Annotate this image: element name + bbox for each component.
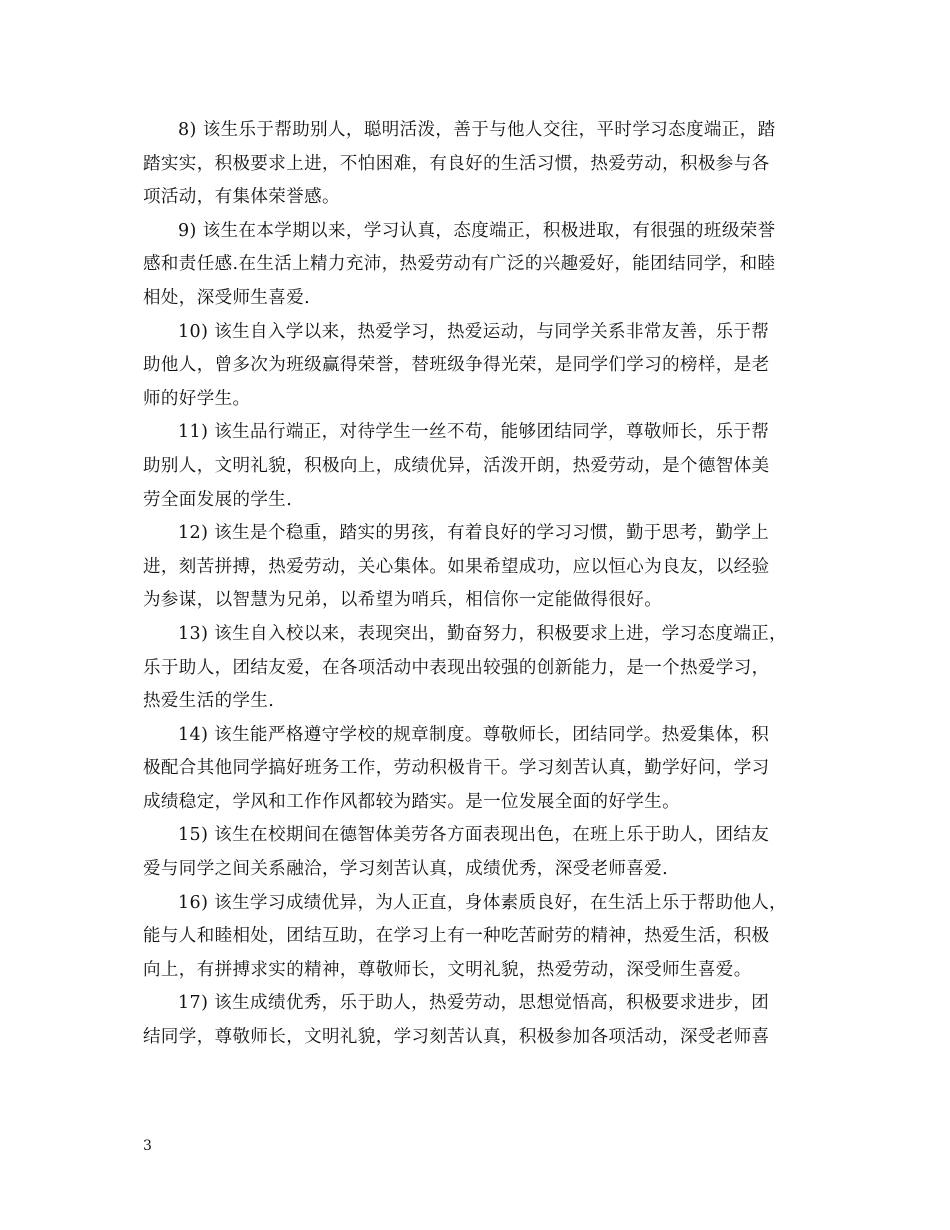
paragraph-line: 劳全面发展的学生. [143, 489, 293, 510]
paragraph-line: 助他人，曾多次为班级赢得荣誉，替班级争得光荣，是同学们学习的榜样，是老 [143, 355, 770, 376]
paragraph-line: 9) 该生在本学期以来，学习认真，态度端正，积极进取，有很强的班级荣誉 [178, 220, 776, 241]
comment-paragraph-9 [143, 215, 809, 316]
paragraph-line: 16) 该生学习成绩优异，为人正直，身体素质良好，在生活上乐于帮助他人， [178, 892, 788, 913]
paragraph-line: 为参谋，以智慧为兄弟，以希望为哨兵，相信你一定能做得很好。 [143, 590, 663, 611]
comment-paragraph-10 [143, 316, 809, 417]
paragraph-line: 8) 该生乐于帮助别人，聪明活泼，善于与他人交往，平时学习态度端正，踏 [178, 120, 776, 140]
paragraph-line: 10) 该生自入学以来，热爱学习，热爱运动，与同学关系非常友善，乐于帮 [178, 321, 770, 342]
comment-paragraph-17 [143, 987, 809, 1054]
paragraph-line: 成绩稳定，学风和工作作风都较为踏实。是一位发展全面的好学生。 [143, 791, 680, 812]
paragraph-line: 爱与同学之间关系融洽，学习刻苦认真，成绩优秀，深受老师喜爱. [143, 859, 669, 880]
comment-paragraph-11 [143, 416, 809, 517]
paragraph-line: 17) 该生成绩优秀，乐于助人，热爱劳动，思想觉悟高，积极要求进步，团 [178, 993, 770, 1014]
comment-paragraph-13 [143, 618, 809, 719]
comment-paragraph-14 [143, 719, 809, 820]
paragraph-line: 13) 该生自入校以来，表现突出，勤奋努力，积极要求上进，学习态度端正， [178, 623, 788, 644]
paragraph-line: 向上，有拼搏求实的精神，尊敬师长，文明礼貌，热爱劳动，深受师生喜爱。 [143, 959, 752, 980]
paragraph-line: 能与人和睦相处，团结互助，在学习上有一种吃苦耐劳的精神，热爱生活，积极 [143, 926, 770, 947]
page-number: 3 [143, 1138, 152, 1154]
paragraph-line: 结同学，尊敬师长，文明礼貌，学习刻苦认真，积极参加各项活动，深受老师喜 [143, 1027, 770, 1048]
paragraph-line: 乐于助人，团结友爱，在各项活动中表现出较强的创新能力，是一个热爱学习， [143, 657, 770, 678]
paragraph-line: 11) 该生品行端正，对待学生一丝不苟，能够团结同学，尊敬师长，乐于帮 [178, 422, 770, 443]
paragraph-line: 12) 该生是个稳重，踏实的男孩，有着良好的学习习惯，勤于思考，勤学上 [178, 523, 770, 544]
comment-paragraph-12 [143, 517, 809, 618]
comment-paragraph-8 [143, 114, 809, 215]
paragraph-line: 15) 该生在校期间在德智体美劳各方面表现出色，在班上乐于助人，团结友 [178, 825, 770, 846]
paragraph-line: 踏实实，积极要求上进，不怕困难，有良好的生活习惯，热爱劳动，积极参与各 [143, 153, 770, 174]
paragraph-line: 极配合其他同学搞好班务工作，劳动积极肯干。学习刻苦认真，勤学好问，学习 [143, 758, 770, 779]
paragraph-line: 相处，深受师生喜爱. [143, 287, 311, 308]
paragraph-line: 14) 该生能严格遵守学校的规章制度。尊敬师长，团结同学。热爱集体，积 [178, 724, 770, 745]
paragraph-line: 感和责任感.在生活上精力充沛，热爱劳动有广泛的兴趣爱好，能团结同学，和睦 [143, 254, 776, 275]
paragraph-line: 助别人，文明礼貌，积极向上，成绩优异，活泼开朗，热爱劳动，是个德智体美 [143, 455, 770, 476]
paragraph-line: 进，刻苦拼搏，热爱劳动，关心集体。如果希望成功，应以恒心为良友，以经验 [143, 556, 770, 577]
paragraph-line: 热爱生活的学生. [143, 691, 275, 712]
document-body [143, 114, 809, 1055]
comment-paragraph-16 [143, 887, 809, 988]
paragraph-line: 项活动，有集体荣誉感。 [143, 187, 340, 208]
comment-paragraph-15 [143, 819, 809, 886]
paragraph-line: 师的好学生。 [143, 388, 251, 409]
